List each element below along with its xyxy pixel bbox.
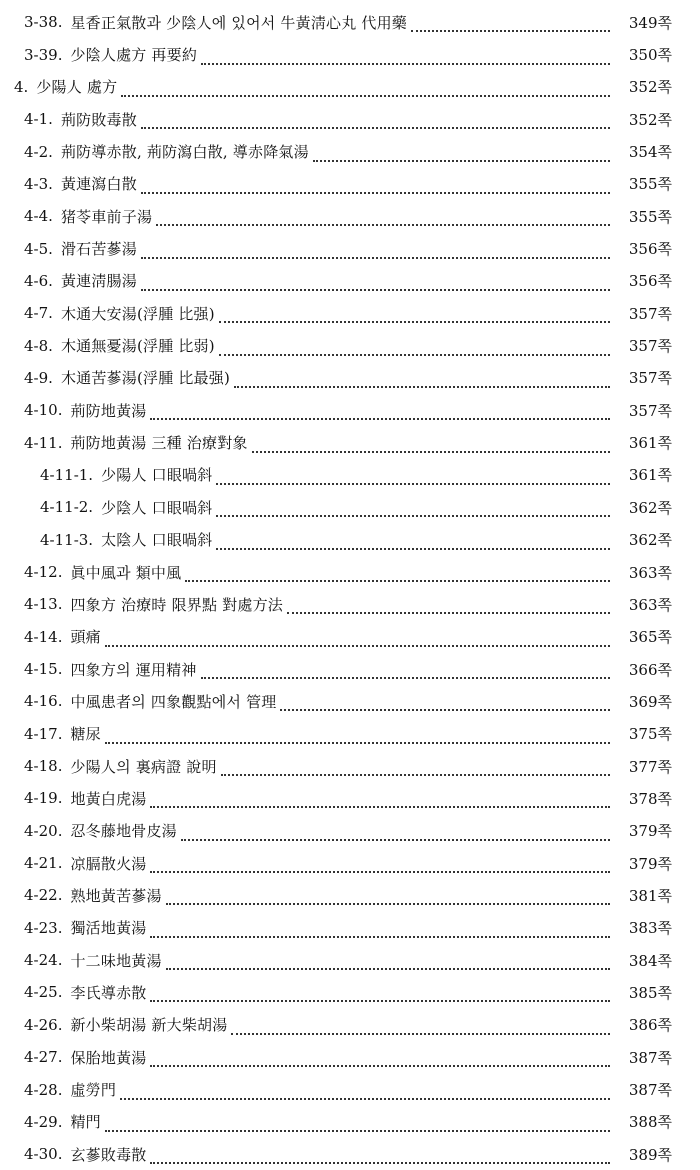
dot-leader — [219, 307, 610, 323]
entry-title: 熟地黃苦蔘湯 — [70, 886, 162, 905]
entry-title: 木通苦蔘湯(浮腫 比最强) — [60, 369, 231, 388]
entry-page: 356쪽 — [628, 240, 672, 259]
toc-entry — [0, 1073, 700, 1105]
entry-title: 四象方의 運用精神 — [70, 660, 197, 679]
entry-page: 387쪽 — [628, 1081, 672, 1100]
entry-number: 4-7. — [24, 304, 53, 323]
dot-leader — [121, 81, 610, 97]
entry-number: 4-14. — [24, 627, 63, 646]
entry-title: 星香正氣散과 少陰人에 있어서 牛黃淸心丸 代用藥 — [70, 13, 407, 32]
entry-page: 363쪽 — [628, 595, 672, 614]
entry-number: 4-20. — [24, 821, 63, 840]
entry-page: 362쪽 — [628, 531, 672, 550]
entry-number: 3-38. — [24, 13, 63, 32]
entry-page: 369쪽 — [628, 692, 672, 711]
entry-page: 356쪽 — [628, 272, 672, 291]
entry-title: 忍冬藤地骨皮湯 — [70, 822, 177, 841]
toc-entry — [0, 200, 700, 232]
toc-entry — [0, 1041, 700, 1073]
entry-number: 4-11-1. — [40, 465, 94, 484]
entry-number: 4-21. — [24, 854, 63, 873]
entry-title: 頭痛 — [70, 628, 101, 647]
entry-page: 357쪽 — [628, 401, 672, 420]
entry-title: 木通無憂湯(浮腫 比弱) — [60, 337, 215, 356]
entry-number: 4-17. — [24, 724, 63, 743]
entry-page: 357쪽 — [628, 304, 672, 323]
entry-title: 荊防地黃湯 三種 治療對象 — [70, 434, 248, 453]
dot-leader — [141, 178, 610, 194]
dot-leader — [166, 889, 610, 905]
dot-leader — [150, 404, 610, 420]
dot-leader — [141, 275, 610, 291]
entry-title: 獨活地黃湯 — [70, 919, 147, 938]
entry-page: 389쪽 — [628, 1145, 672, 1164]
entry-page: 387쪽 — [628, 1048, 672, 1067]
entry-number: 4-29. — [24, 1112, 63, 1131]
entry-number: 4-18. — [24, 757, 63, 776]
toc-entry — [0, 426, 700, 458]
entry-page: 375쪽 — [628, 725, 672, 744]
dot-leader — [150, 792, 610, 808]
entry-number: 4-9. — [24, 368, 53, 387]
toc-entry — [0, 103, 700, 135]
toc-entry — [0, 718, 700, 750]
dot-leader — [150, 922, 610, 938]
dot-leader — [252, 437, 610, 453]
dot-leader — [216, 469, 610, 485]
dot-leader — [120, 1084, 610, 1100]
entry-page: 350쪽 — [628, 46, 672, 65]
entry-number: 4-16. — [24, 692, 63, 711]
toc-entry — [0, 1106, 700, 1138]
entry-number: 4-1. — [24, 110, 53, 129]
entry-page: 378쪽 — [628, 789, 672, 808]
entry-page: 357쪽 — [628, 369, 672, 388]
entry-number: 4-27. — [24, 1048, 63, 1067]
entry-number: 3-39. — [24, 45, 63, 64]
entry-number: 4-22. — [24, 886, 63, 905]
toc-entry — [0, 847, 700, 879]
entry-page: 355쪽 — [628, 207, 672, 226]
entry-number: 4-5. — [24, 239, 53, 258]
entry-title: 地黃白虎湯 — [70, 789, 147, 808]
toc-entry — [0, 879, 700, 911]
entry-title: 少陽人의 裏病證 說明 — [70, 757, 217, 776]
entry-page: 388쪽 — [628, 1113, 672, 1132]
entry-title: 太陰人 口眼喎斜 — [101, 531, 213, 550]
entry-number: 4-25. — [24, 983, 63, 1002]
entry-title: 四象方 治療時 限界點 對處方法 — [70, 595, 283, 614]
table-of-contents — [0, 6, 700, 1170]
entry-page: 361쪽 — [628, 466, 672, 485]
entry-number: 4-11-3. — [40, 530, 94, 549]
entry-title: 新小柴胡湯 新大柴胡湯 — [70, 1016, 228, 1035]
entry-title: 糖尿 — [70, 725, 101, 744]
entry-page: 363쪽 — [628, 563, 672, 582]
entry-title: 中風患者의 四象觀點에서 管理 — [70, 692, 277, 711]
entry-number: 4-28. — [24, 1080, 63, 1099]
dot-leader — [166, 954, 610, 970]
entry-page: 355쪽 — [628, 175, 672, 194]
toc-entry — [0, 1138, 700, 1170]
toc-entry — [0, 976, 700, 1008]
entry-page: 381쪽 — [628, 886, 672, 905]
toc-entry — [0, 782, 700, 814]
toc-entry — [0, 329, 700, 361]
entry-title: 荊防地黃湯 — [70, 401, 147, 420]
dot-leader — [219, 340, 610, 356]
entry-title: 少陰人處方 再要約 — [70, 46, 198, 65]
toc-entry — [0, 815, 700, 847]
entry-number: 4-13. — [24, 595, 63, 614]
toc-entry — [0, 556, 700, 588]
entry-number: 4-24. — [24, 951, 63, 970]
dot-leader — [411, 16, 610, 32]
entry-page: 361쪽 — [628, 434, 672, 453]
entry-title: 李氏導赤散 — [70, 983, 147, 1002]
toc-entry — [0, 362, 700, 394]
entry-page: 362쪽 — [628, 498, 672, 517]
dot-leader — [141, 113, 610, 129]
toc-entry — [0, 1009, 700, 1041]
dot-leader — [105, 631, 610, 647]
toc-entry — [0, 653, 700, 685]
entry-title: 木通大安湯(浮腫 比强) — [60, 304, 215, 323]
dot-leader — [105, 1116, 610, 1132]
entry-title: 精門 — [70, 1113, 101, 1132]
toc-entry — [0, 6, 700, 38]
dot-leader — [216, 534, 610, 550]
entry-number: 4-3. — [24, 174, 53, 193]
toc-entry — [0, 750, 700, 782]
entry-title: 滑石苦蔘湯 — [60, 240, 137, 259]
entry-number: 4-15. — [24, 660, 63, 679]
dot-leader — [150, 1148, 610, 1164]
entry-number: 4-26. — [24, 1015, 63, 1034]
entry-title: 少陽人 口眼喎斜 — [101, 466, 213, 485]
dot-leader — [181, 825, 610, 841]
entry-number: 4-23. — [24, 918, 63, 937]
toc-entry — [0, 524, 700, 556]
entry-number: 4-11-2. — [40, 498, 94, 517]
entry-page: 379쪽 — [628, 854, 672, 873]
entry-title: 猪苓車前子湯 — [60, 207, 153, 226]
entry-title: 少陽人 處方 — [36, 78, 118, 97]
entry-page: 377쪽 — [628, 757, 672, 776]
dot-leader — [201, 663, 610, 679]
toc-entry — [0, 135, 700, 167]
entry-page: 385쪽 — [628, 983, 672, 1002]
entry-number: 4-2. — [24, 142, 53, 161]
entry-title: 凉膈散火湯 — [70, 854, 147, 873]
entry-number: 4-11. — [24, 433, 63, 452]
entry-page: 383쪽 — [628, 919, 672, 938]
toc-entry — [0, 685, 700, 717]
entry-title: 保胎地黃湯 — [70, 1048, 147, 1067]
entry-page: 354쪽 — [628, 143, 672, 162]
entry-title: 少陰人 口眼喎斜 — [101, 498, 213, 517]
toc-entry — [0, 394, 700, 426]
entry-number: 4. — [14, 77, 29, 96]
dot-leader — [150, 986, 610, 1002]
dot-leader — [313, 146, 610, 162]
entry-page: 352쪽 — [628, 78, 672, 97]
entry-number: 4-19. — [24, 789, 63, 808]
entry-title: 荊防敗毒散 — [60, 110, 137, 129]
dot-leader — [231, 1019, 610, 1035]
entry-page: 384쪽 — [628, 951, 672, 970]
toc-entry — [0, 168, 700, 200]
toc-entry — [0, 265, 700, 297]
entry-number: 4-6. — [24, 271, 53, 290]
dot-leader — [141, 243, 610, 259]
entry-page: 365쪽 — [628, 628, 672, 647]
dot-leader — [221, 760, 610, 776]
dot-leader — [280, 695, 610, 711]
dot-leader — [287, 598, 610, 614]
toc-entry — [0, 621, 700, 653]
entry-title: 玄蔘敗毒散 — [70, 1145, 147, 1164]
toc-entry — [0, 71, 700, 103]
dot-leader — [234, 372, 610, 388]
entry-number: 4-8. — [24, 336, 53, 355]
entry-page: 379쪽 — [628, 822, 672, 841]
entry-page: 366쪽 — [628, 660, 672, 679]
dot-leader — [216, 501, 610, 517]
dot-leader — [156, 210, 610, 226]
toc-entry — [0, 588, 700, 620]
dot-leader — [150, 1051, 610, 1067]
entry-title: 黃連瀉白散 — [60, 175, 137, 194]
entry-number: 4-12. — [24, 563, 63, 582]
toc-entry — [0, 912, 700, 944]
dot-leader — [201, 49, 610, 65]
entry-title: 荊防導赤散, 荊防瀉白散, 導赤降氣湯 — [60, 143, 309, 162]
entry-page: 386쪽 — [628, 1016, 672, 1035]
entry-page: 349쪽 — [628, 13, 672, 32]
toc-entry — [0, 491, 700, 523]
dot-leader — [150, 857, 610, 873]
entry-number: 4-4. — [24, 207, 53, 226]
entry-number: 4-10. — [24, 401, 63, 420]
entry-number: 4-30. — [24, 1145, 63, 1164]
dot-leader — [105, 728, 610, 744]
entry-title: 虛勞門 — [70, 1081, 117, 1100]
entry-page: 357쪽 — [628, 337, 672, 356]
toc-entry — [0, 459, 700, 491]
toc-entry — [0, 232, 700, 264]
entry-page: 352쪽 — [628, 110, 672, 129]
entry-title: 黃連淸腸湯 — [60, 272, 137, 291]
dot-leader — [185, 566, 610, 582]
entry-title: 十二味地黃湯 — [70, 951, 162, 970]
entry-title: 眞中風과 類中風 — [70, 563, 182, 582]
toc-entry — [0, 38, 700, 70]
toc-entry — [0, 297, 700, 329]
toc-entry — [0, 944, 700, 976]
